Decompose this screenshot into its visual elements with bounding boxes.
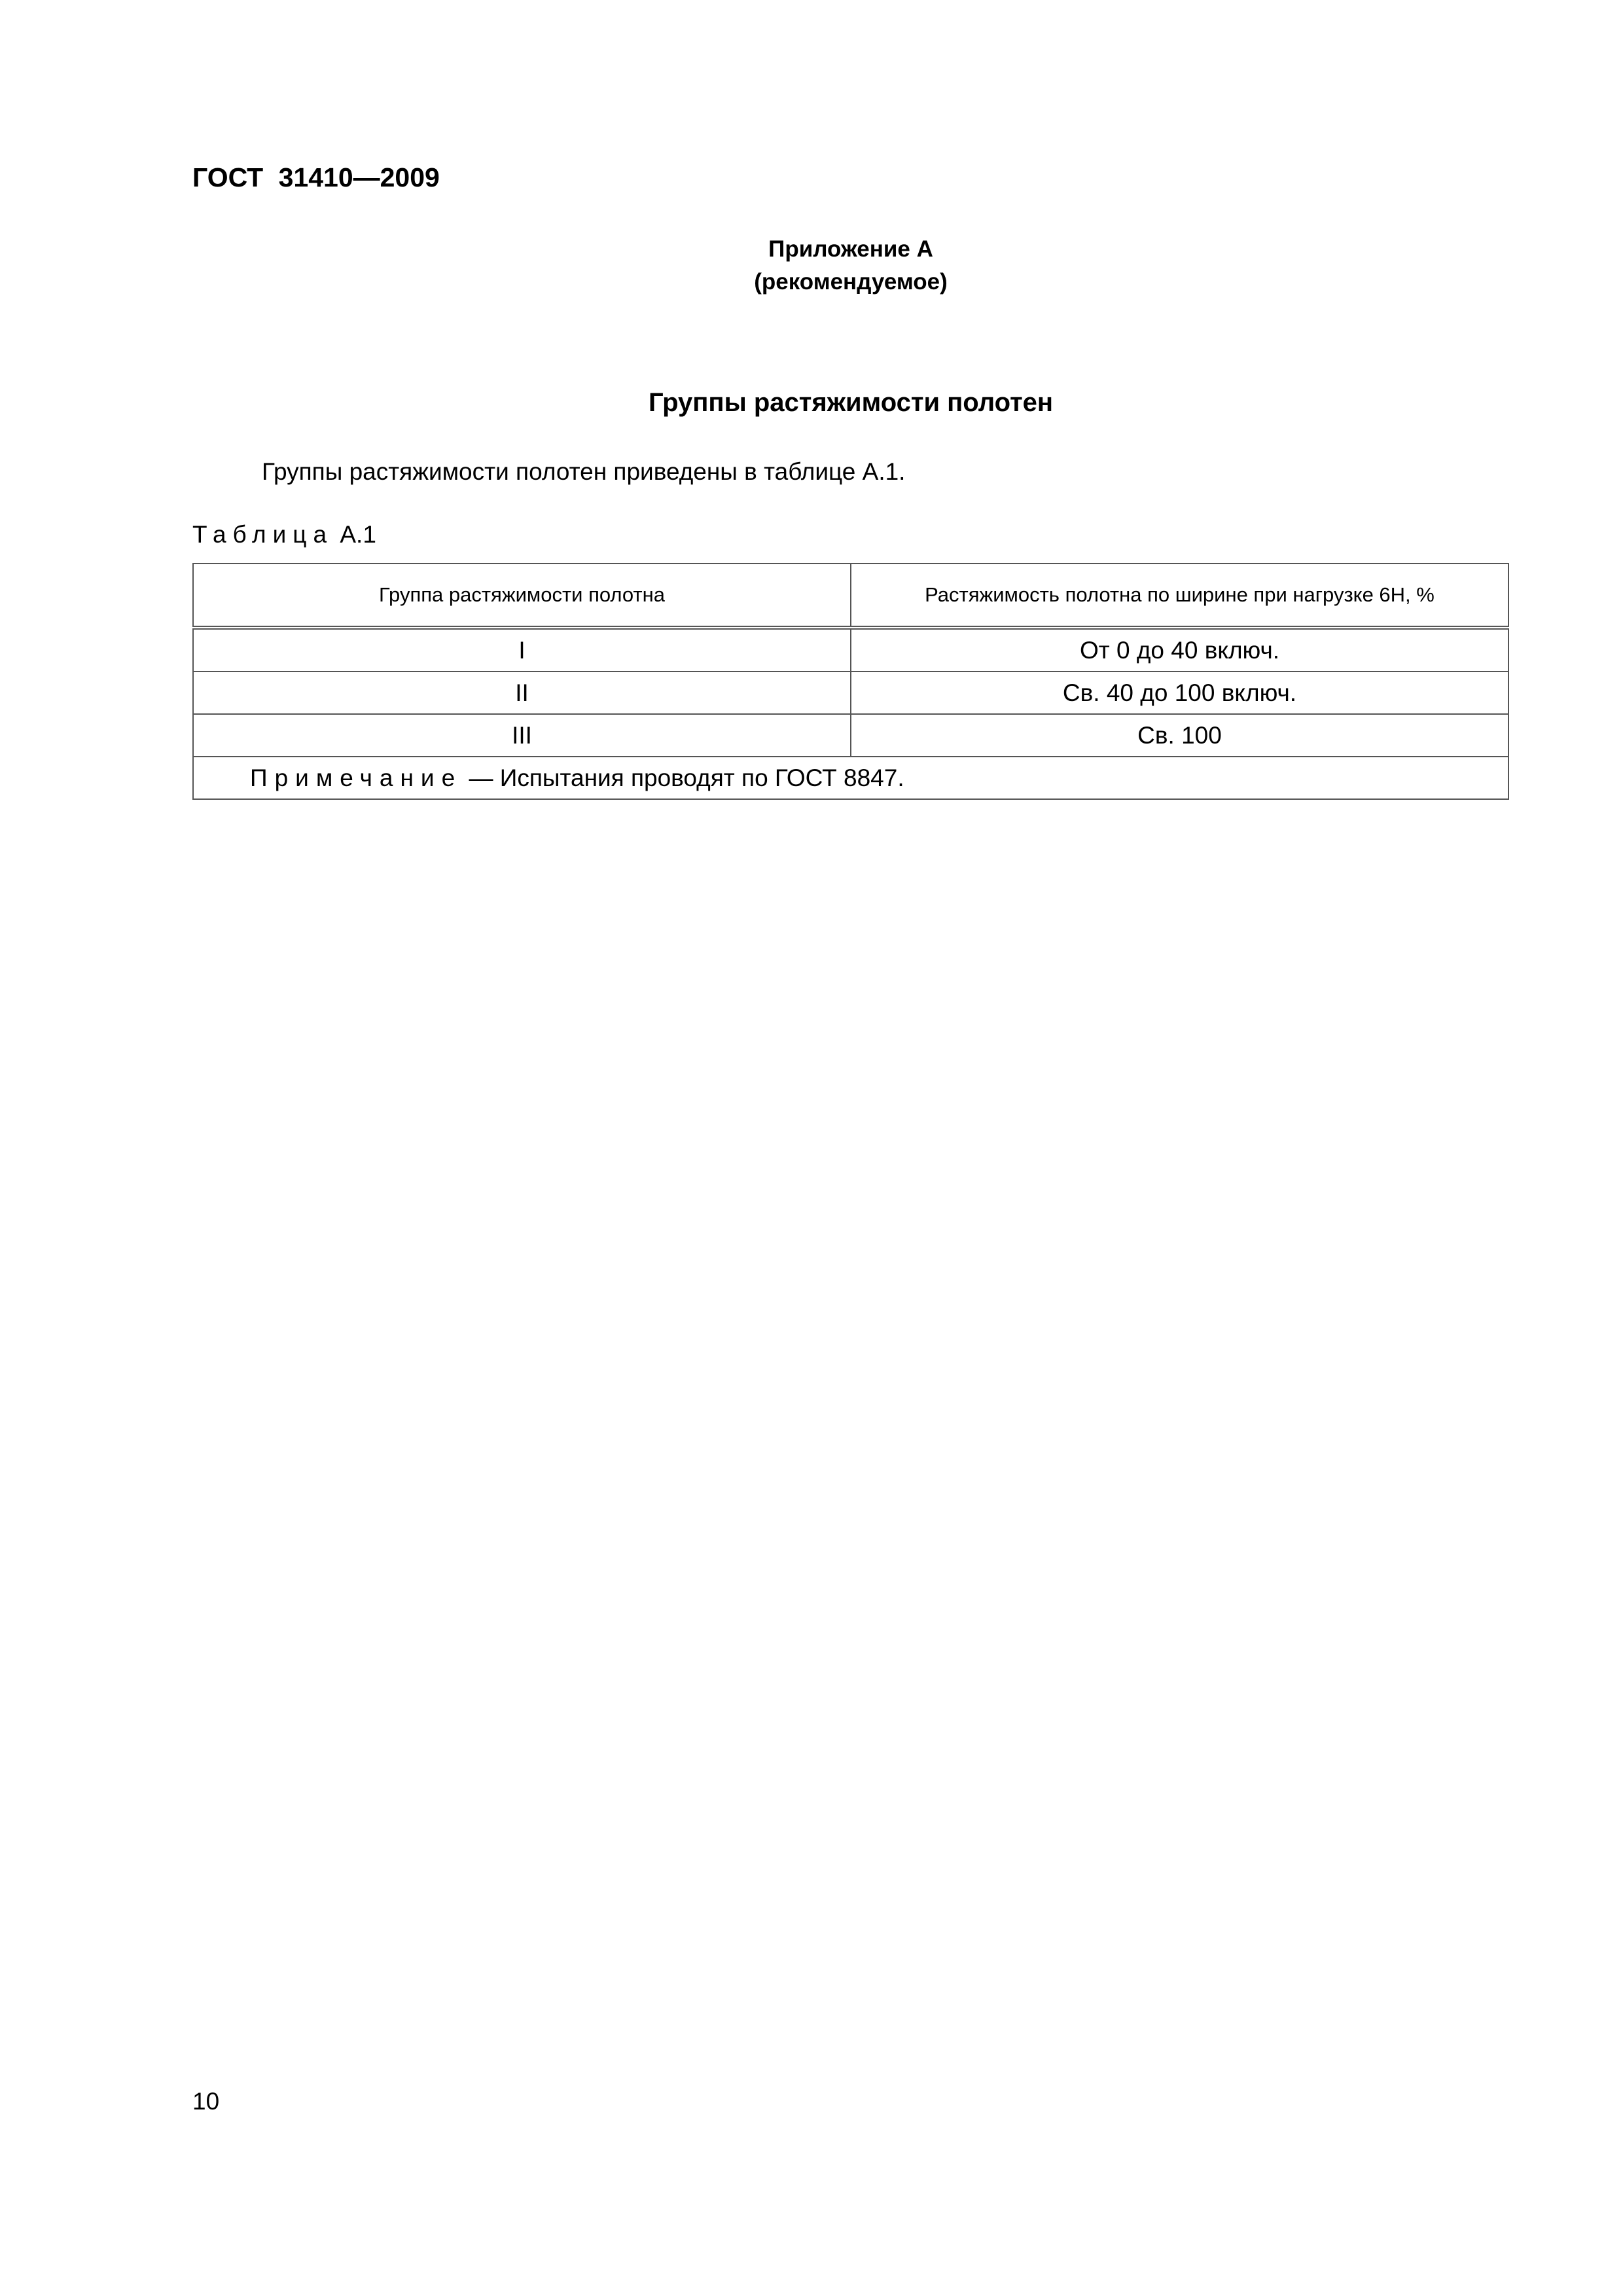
table-caption-number: А.1 bbox=[340, 521, 376, 548]
column-header-stretch: Растяжимость полотна по ширине при нагрузке 6Н, % bbox=[851, 564, 1508, 628]
section-title: Группы растяжимости полотен bbox=[648, 388, 1054, 417]
table-caption bbox=[192, 518, 376, 551]
annex-title: Приложение А bbox=[768, 236, 933, 262]
intro-paragraph: Группы растяжимости полотен приведены в таблице А.1. bbox=[262, 458, 906, 485]
table-note bbox=[193, 757, 1508, 799]
cell-group: II bbox=[193, 672, 851, 714]
table-row bbox=[193, 672, 1508, 714]
page-number: 10 bbox=[192, 2088, 220, 2115]
table-note-text: — Испытания проводят по ГОСТ 8847. bbox=[469, 764, 904, 791]
annex-heading bbox=[0, 233, 1623, 298]
document-code: ГОСТ 31410—2009 bbox=[192, 162, 440, 192]
table-note-row bbox=[193, 757, 1508, 799]
table-note-word: Примечание bbox=[250, 764, 463, 791]
stretch-groups-table bbox=[192, 563, 1509, 800]
cell-stretch-value: От 0 до 40 включ. bbox=[851, 628, 1508, 672]
cell-stretch-value: Св. 100 bbox=[851, 714, 1508, 757]
column-header-group: Группа растяжимости полотна bbox=[193, 564, 851, 628]
cell-group: I bbox=[193, 628, 851, 672]
table-row bbox=[193, 628, 1508, 672]
cell-group: III bbox=[193, 714, 851, 757]
table-row bbox=[193, 714, 1508, 757]
table-caption-word: Таблица bbox=[192, 521, 334, 548]
annex-status: (рекомендуемое) bbox=[754, 269, 948, 295]
table-header-row bbox=[193, 564, 1508, 628]
cell-stretch-value: Св. 40 до 100 включ. bbox=[851, 672, 1508, 714]
